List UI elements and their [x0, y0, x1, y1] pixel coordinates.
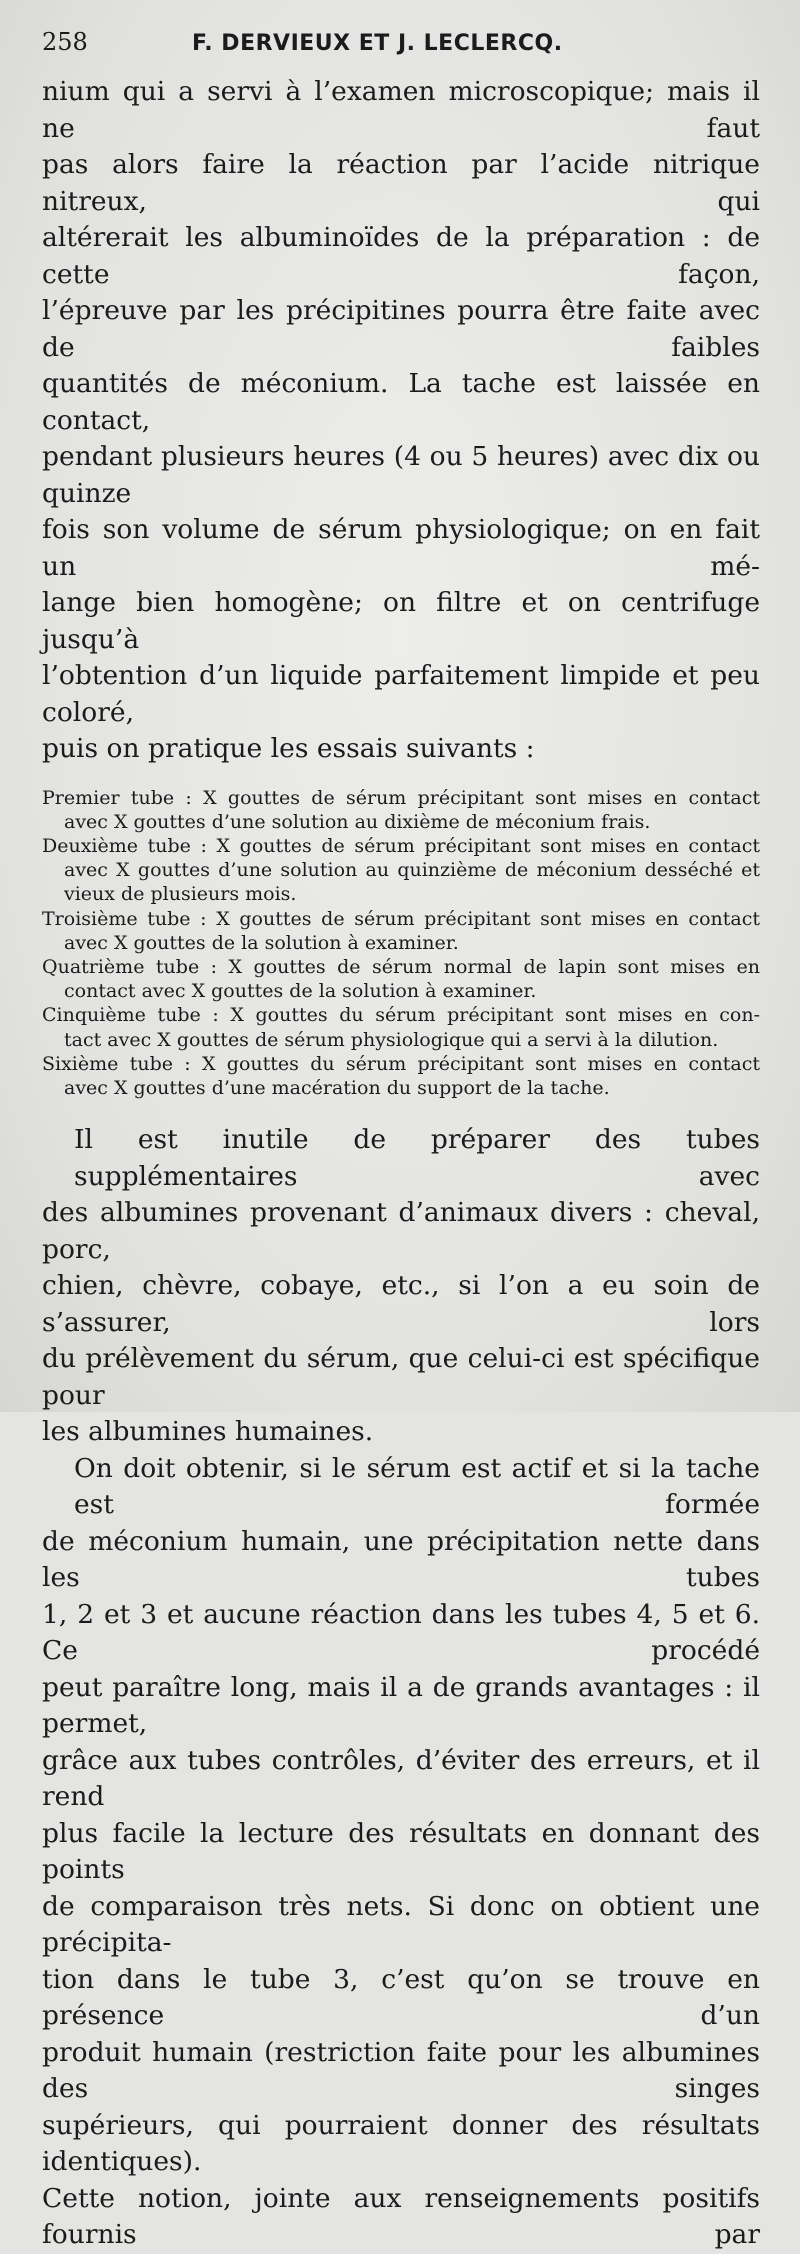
text-line: tion dans le tube 3, c’est qu’on se trouve en présence d’un	[42, 1963, 760, 2032]
tube-line-first: Deuxième tube : X gouttes de sérum précipitant sont mises en contact	[42, 834, 760, 857]
tube-line-continued: avec X gouttes d’une solution au dixième de méconium frais.	[64, 810, 651, 833]
tube-line-continued: avec X gouttes d’une solution au quinzième de méconium desséché et	[64, 859, 760, 882]
text-line: Il est inutile de préparer des tubes supplémentaires avec	[74, 1124, 760, 1192]
text-line: des albumines provenant d’animaux divers : cheval, porc,	[42, 1197, 760, 1265]
tube-entry	[42, 786, 760, 834]
tube-entry	[42, 1003, 760, 1051]
intro-paragraph	[42, 74, 760, 768]
text-line: quantités de méconium. La tache est laissée en contact,	[42, 368, 760, 436]
text-line: pendant plusieurs heures (4 ou 5 heures) avec dix ou quinze	[42, 441, 760, 509]
tube-line-continued: avec X gouttes de la solution à examiner.	[64, 931, 459, 954]
tube-entry	[42, 907, 760, 955]
text-line: pas alors faire la réaction par l’acide nitrique nitreux, qui	[42, 149, 760, 217]
text-line: On doit obtenir, si le sérum est actif et si la tache est formée	[74, 1452, 760, 1521]
tube-line-continued: tact avec X gouttes de sérum physiologique qui a servi à la dilution.	[64, 1028, 719, 1051]
tube-line-first: Sixième tube : X gouttes du sérum précipitant sont mises en contact	[42, 1052, 760, 1075]
text-line: les albumines humaines.	[42, 1416, 374, 1448]
tube-entry	[42, 955, 760, 1003]
tube-line-first: Quatrième tube : X gouttes de sérum normal de lapin sont mises en	[42, 955, 760, 978]
tube-entry	[42, 834, 760, 907]
tube-line-first: Premier tube : X gouttes de sérum précipitant sont mises en contact	[42, 786, 760, 809]
page-header	[42, 28, 760, 74]
tube-entry	[42, 1052, 760, 1100]
paragraph-3	[42, 1451, 760, 2254]
tube-line-continued: avec X gouttes d’une macération du support de la tache.	[64, 1076, 610, 1099]
page-number: 258	[42, 28, 88, 56]
text-line: du prélèvement du sérum, que celui-ci est spécifique pour	[42, 1343, 760, 1411]
text-line: produit humain (restriction faite pour les albumines des singes	[42, 2036, 760, 2105]
text-line: chien, chèvre, cobaye, etc., si l’on a eu soin de s’assurer, lors	[42, 1270, 760, 1338]
text-line: nium qui a servi à l’examen microscopique; mais il ne faut	[42, 76, 760, 144]
text-line: 1, 2 et 3 et aucune réaction dans les tubes 4, 5 et 6. Ce procédé	[42, 1598, 760, 1667]
text-line: lange bien homogène; on filtre et on centrifuge jusqu’à	[42, 587, 760, 655]
text-line: Cette notion, jointe aux renseignements positifs fournis par	[42, 2182, 760, 2251]
page-bottom-margin	[0, 1382, 800, 1412]
text-line: puis on pratique les essais suivants :	[42, 733, 535, 764]
tube-line-continued: vieux de plusieurs mois.	[64, 883, 297, 906]
text-line: l’épreuve par les précipitines pourra être faite avec de faibles	[42, 295, 760, 363]
text-line: peut paraître long, mais il a de grands avantages : il permet,	[42, 1671, 760, 1740]
text-line: l’obtention d’un liquide parfaitement limpide et peu coloré,	[42, 660, 760, 728]
tube-line-first: Troisième tube : X gouttes de sérum précipitant sont mises en contact	[42, 907, 760, 930]
text-line: altérerait les albuminoïdes de la préparation : de cette façon,	[42, 222, 760, 290]
tube-line-continued: contact avec X gouttes de la solution à examiner.	[64, 980, 537, 1003]
text-line: de comparaison très nets. Si donc on obtient une précipita-	[42, 1890, 760, 1959]
text-line: fois son volume de sérum physiologique; on en fait un mé-	[42, 514, 760, 582]
running-head: F. DERVIEUX ET J. LECLERCQ.	[192, 31, 563, 56]
text-line: supérieurs, qui pourraient donner des résultats identiques).	[42, 2109, 760, 2178]
text-line: de méconium humain, une précipitation nette dans les tubes	[42, 1525, 760, 1594]
tube-line-first: Cinquième tube : X gouttes du sérum précipitant sont mises en con-	[42, 1004, 760, 1027]
tube-list	[42, 786, 760, 1101]
text-line: grâce aux tubes contrôles, d’éviter des erreurs, et il rend	[42, 1744, 760, 1813]
text-line: plus facile la lecture des résultats en donnant des points	[42, 1817, 760, 1886]
